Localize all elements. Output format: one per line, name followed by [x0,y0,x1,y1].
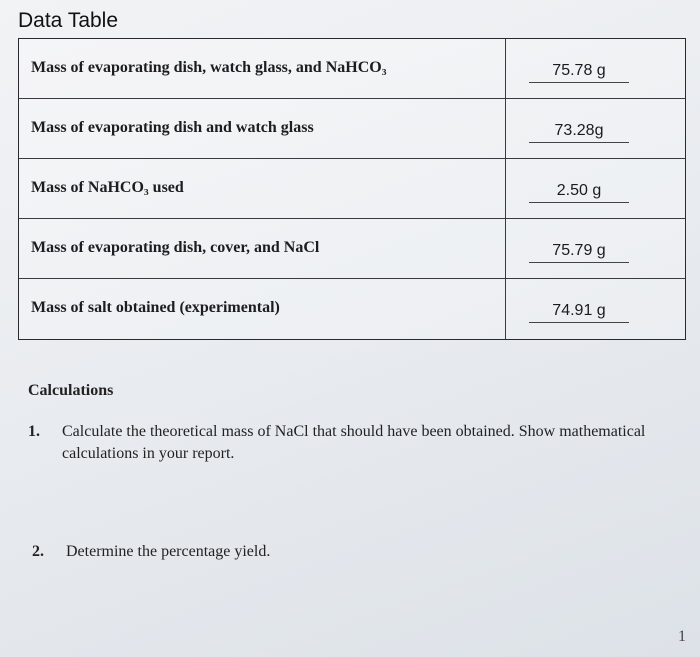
row-label: Mass of NaHCO₃ used [31,179,184,196]
row-value: 74.91 g [529,300,629,323]
question-text: Determine the percentage yield. [66,543,271,560]
page-number: 1 [678,628,686,645]
row-label: Mass of evaporating dish, cover, and NaCl [31,239,320,256]
question-number: 1. [28,423,40,440]
question-text: Calculate the theoretical mass of NaCl that should have been obtained. Show mathematical [62,423,646,440]
column-divider [505,39,506,98]
calculations-heading: Calculations [28,382,114,399]
column-divider [505,219,506,278]
column-divider [505,159,506,218]
page-title: Data Table [18,9,119,32]
row-label: Mass of salt obtained (experimental) [31,299,280,316]
row-value: 75.78 g [529,60,629,83]
table-row [19,219,685,279]
data-table [18,38,686,340]
row-label: Mass of evaporating dish and watch glass [31,119,314,136]
row-label: Mass of evaporating dish, watch glass, and NaHCO₃ [31,59,387,76]
table-row [19,99,685,159]
table-row [19,159,685,219]
table-row [19,279,685,339]
row-value: 2.50 g [529,180,629,203]
row-value: 75.79 g [529,240,629,263]
row-value: 73.28g [529,120,629,143]
column-divider [505,99,506,158]
table-row [19,39,685,99]
question-text-continued: calculations in your report. [62,445,235,462]
question-number: 2. [32,543,44,560]
column-divider [505,279,506,339]
